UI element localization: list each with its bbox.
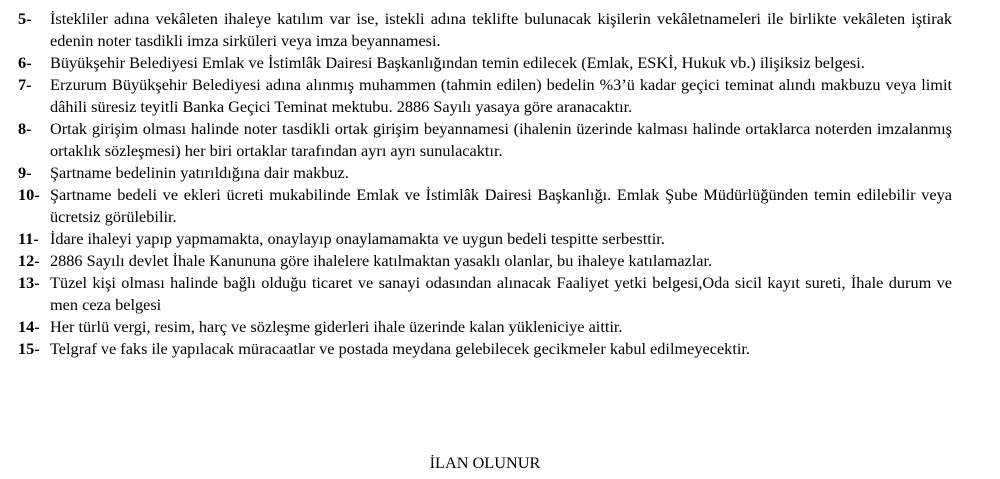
- list-item-10: [0, 184, 952, 228]
- item-number: 9-: [18, 163, 32, 182]
- list-item-7: [0, 74, 952, 118]
- list-item-14: [0, 316, 952, 338]
- list-item-15: [0, 338, 952, 360]
- item-number: 13-: [18, 273, 40, 292]
- list-item-12: [0, 250, 952, 272]
- item-number: 15-: [18, 339, 40, 358]
- closing-statement: İLAN OLUNUR: [429, 453, 541, 472]
- item-number: 8-: [18, 119, 32, 138]
- document-body: [0, 8, 1000, 360]
- item-text: Her türlü vergi, resim, harç ve sözleşme giderleri ihale üzerinde kalan yükleniciye aittir.: [50, 317, 623, 336]
- item-text: Ortak girişim olması halinde noter tasdikli ortak girişim beyannamesi (ihalenin üzerinde kalması halinde ortaklarca noterden imzalanmış ortaklık sözleşmesi) her biri ortaklar tarafından ayrı ayrı sunulacaktır.: [50, 119, 952, 160]
- list-item-9: [0, 162, 952, 184]
- item-number: 6-: [18, 53, 32, 72]
- item-number: 5-: [18, 9, 32, 28]
- item-number: 12-: [18, 251, 40, 270]
- item-text: Tüzel kişi olması halinde bağlı olduğu ticaret ve sanayi odasından alınacak Faaliyet yetki belgesi,Oda sicil kayıt sureti, İhale durum ve men ceza belgesi: [50, 273, 952, 314]
- list-item-5: [0, 8, 952, 52]
- item-number: 11-: [18, 229, 39, 248]
- item-text: Erzurum Büyükşehir Belediyesi adına alınmış muhammen (tahmin edilen) bedelin %3’ü kadar geçici teminat alındı makbuzu veya limit dâhili süresiz teyitli Banka Geçici Teminat mektubu. 2886 Sayılı yasaya göre aranacaktır.: [50, 75, 952, 116]
- item-text: İstekliler adına vekâleten ihaleye katılım var ise, istekli adına teklifte bulunacak kişilerin vekâletnameleri ile birlikte vekâleten iştirak edenin noter tasdikli imza sirküleri veya imza beyannamesi.: [50, 9, 952, 50]
- item-text: Şartname bedeli ve ekleri ücreti mukabilinde Emlak ve İstimlâk Dairesi Başkanlığı. Emlak Şube Müdürlüğünden temin edilebilir veya ücretsiz görülebilir.: [50, 185, 952, 226]
- item-number: 10-: [18, 185, 40, 204]
- item-text: Büyükşehir Belediyesi Emlak ve İstimlâk Dairesi Başkanlığından temin edilecek (Emlak, ESKİ, Hukuk vb.) ilişiksiz belgesi.: [50, 53, 865, 72]
- list-item-6: [0, 52, 952, 74]
- item-text: 2886 Sayılı devlet İhale Kanununa göre ihalelere katılmaktan yasaklı olanlar, bu ihaleye katılamazlar.: [50, 251, 713, 270]
- list-item-8: [0, 118, 952, 162]
- list-item-11: [0, 228, 952, 250]
- item-text: Telgraf ve faks ile yapılacak müracaatlar ve postada meydana gelebilecek gecikmeler kabul edilmeyecektir.: [50, 339, 750, 358]
- list-item-13: [0, 272, 952, 316]
- item-number: 7-: [18, 75, 32, 94]
- item-text: Şartname bedelinin yatırıldığına dair makbuz.: [50, 163, 349, 182]
- item-text: İdare ihaleyi yapıp yapmamakta, onaylayıp onaylamamakta ve uygun bedeli tespitte serbesttir.: [50, 229, 665, 248]
- item-number: 14-: [18, 317, 40, 336]
